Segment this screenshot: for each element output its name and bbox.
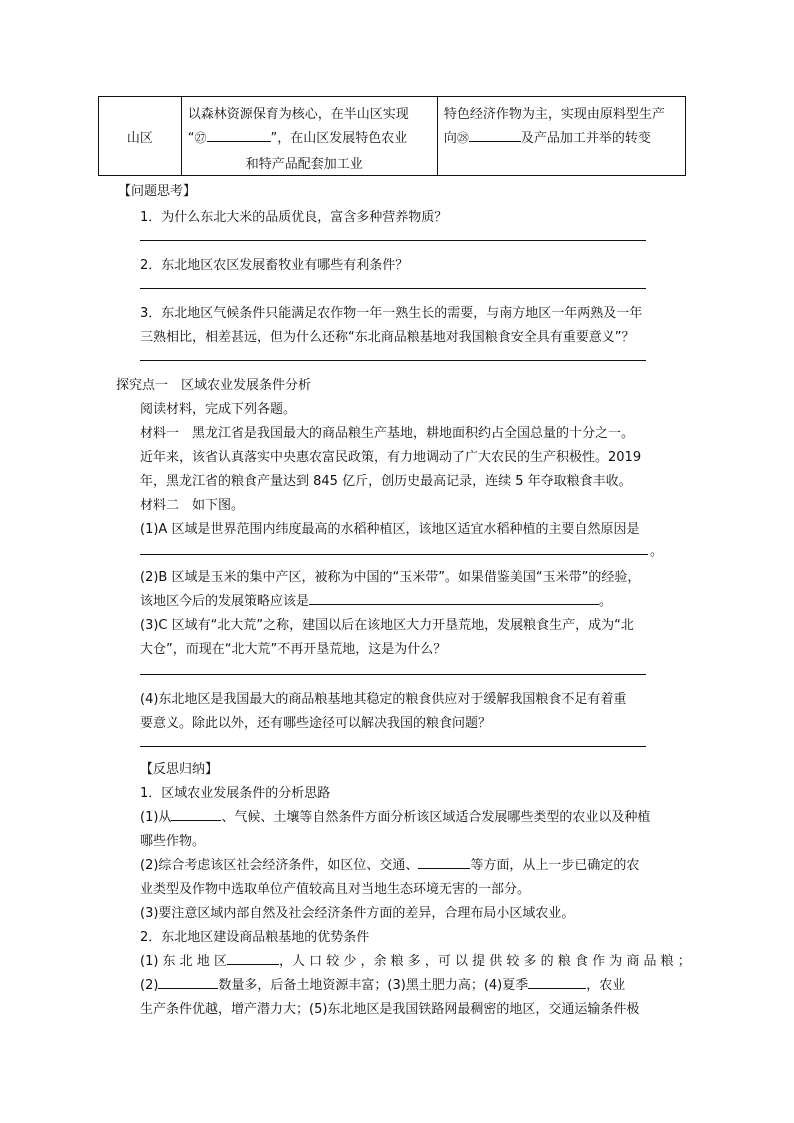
blank-1b[interactable] xyxy=(418,856,470,869)
region-table xyxy=(98,96,686,176)
mid-cell xyxy=(181,97,437,176)
material-1-line3: 年，黑龙江省的粮食产量达到 845 亿斤，创历史最高记录，连续 5 年夺取粮食丰收。 xyxy=(140,474,632,489)
reflect-2-line1 xyxy=(140,950,691,969)
mid-line2-suffix: ”，在山区发展特色农业 xyxy=(270,131,408,146)
reflect-1a-line2: 哪些作物。 xyxy=(140,834,206,849)
material-2: 材料二 如下图。 xyxy=(140,498,245,513)
blank-2-2[interactable] xyxy=(158,976,218,989)
part-3-line1: (3)C 区域有“北大荒”之称，建国以后在该地区大力开垦荒地，发展粮食生产，成为“北 xyxy=(140,618,634,633)
part-4-line2: 要意义。除此以外，还有哪些途径可以解决我国的粮食问题？ xyxy=(140,716,492,731)
blank-2-1[interactable] xyxy=(227,952,279,965)
answer-line-part3[interactable] xyxy=(140,674,646,675)
part-2-line1: (2)B 区域是玉米的集中产区，被称为中国的“玉米带”。如果借鉴美国“玉米带”的经验， xyxy=(140,570,641,585)
row-label-cell xyxy=(99,97,182,176)
right-line1: 特色经济作物为主，实现由原料型生产 xyxy=(443,107,665,122)
reflect-section-1: 1．区域农业发展条件的分析思路 xyxy=(140,786,331,801)
part-1-line1: (1)A 区域是世界范围内纬度最高的水稻种植区，该地区适宜水稻种植的主要自然原因是 xyxy=(140,522,640,537)
right-prefix: 向 xyxy=(443,131,457,146)
reflect-1a-pre: (1)从 xyxy=(140,810,172,825)
answer-line-part1[interactable] xyxy=(140,554,648,555)
blank-28[interactable] xyxy=(469,129,521,142)
reflect-2-2-pre: (2) xyxy=(140,978,159,993)
blank-27[interactable] xyxy=(207,129,271,142)
part-3-line2: 大仓”，而现在“北大荒”不再开垦荒地，这是为什么？ xyxy=(140,642,447,657)
explore-intro: 阅读材料，完成下列各题。 xyxy=(140,402,297,417)
reflect-1b-pre: (2)综合考虑该区社会经济条件，如区位、交通、 xyxy=(140,858,419,873)
mid-line1: 以森林资源保育为核心，在半山区实现 xyxy=(187,107,409,122)
reflect-2-2-mid: 数量多，后备土地资源丰富；(3)黑土肥力高；(4)夏季 xyxy=(218,978,529,993)
question-2: 2．东北地区农区发展畜牧业有哪些有利条件？ xyxy=(140,258,409,273)
reflect-2-2-post: ，农业 xyxy=(586,978,626,993)
blank-part2[interactable] xyxy=(309,592,599,605)
reflect-2-1-post: ，人 口 较 少 ，余 粮 多 ，可 以 提 供 较 多 的 粮 食 作 为 商 品 粮 ； xyxy=(278,954,691,969)
question-3-line1: 3．东北地区气候条件只能满足农作物一年一熟生长的需要，与南方地区一年两熟及一年 xyxy=(140,306,643,321)
reflect-1a-post: 、气候、土壤等自然条件方面分析该区域适合发展哪些类型的农业以及种植 xyxy=(221,810,651,825)
answer-line-part4[interactable] xyxy=(140,746,646,747)
reflect-header: 【反思归纳】 xyxy=(140,762,219,777)
material-1-line2: 近年来，该省认真落实中央惠农富民政策，有力地调动了广大农民的生产积极性。2019 xyxy=(140,450,642,465)
row-label: 山区 xyxy=(126,130,153,146)
reflect-1b-line1 xyxy=(140,854,639,873)
right-cell xyxy=(437,97,685,176)
part-2-end: 。 xyxy=(599,594,613,609)
reflect-1c: (3)要注意区域内部自然及社会经济条件方面的差异，合理布局小区域农业。 xyxy=(140,906,575,921)
reflect-1b-line2: 业类型及作物中选取单位产值较高且对当地生态环境无害的一部分。 xyxy=(140,882,531,897)
material-1-line1: 材料一 黑龙江省是我国最大的商品粮生产基地，耕地面积约占全国总量的十分之一。 xyxy=(140,426,635,441)
blank-number-27: ㉗ xyxy=(194,131,207,145)
reflect-section-2: 2．东北地区建设商品粮基地的优势条件 xyxy=(140,930,370,945)
explore-title: 探究点一 区域农业发展条件分析 xyxy=(116,378,312,393)
question-1: 1．为什么东北大米的品质优良，富含多种营养物质？ xyxy=(140,210,448,225)
answer-line-q2[interactable] xyxy=(140,288,646,289)
reflect-2-line3: 生产条件优越，增产潜力大；(5)东北地区是我国铁路网最稠密的地区，交通运输条件极 xyxy=(140,1002,640,1017)
reflect-2-1-pre: (1) 东 北 地 区 xyxy=(140,954,227,969)
part-2-prompt: 该地区今后的发展策略应该是 xyxy=(140,594,310,609)
reflect-1a-line1 xyxy=(140,806,650,825)
part-1-end: 。 xyxy=(650,544,664,559)
answer-line-q1[interactable] xyxy=(140,240,646,241)
quote-open: “ xyxy=(187,131,195,146)
blank-number-28: ㉘ xyxy=(456,131,469,145)
reflect-2-line2 xyxy=(140,974,625,993)
part-2-line2 xyxy=(140,590,612,609)
answer-line-q3[interactable] xyxy=(140,360,646,361)
part-4-line1: (4)东北地区是我国最大的商品粮基地其稳定的粮食供应对于缓解我国粮食不足有着重 xyxy=(140,692,627,707)
mid-line3: 和特产品配套加工业 xyxy=(245,157,363,172)
questions-header: 【问题思考】 xyxy=(118,184,197,199)
right-line2 xyxy=(444,127,651,146)
blank-2-4[interactable] xyxy=(528,976,586,989)
reflect-1b-post: 等方面，从上一步已确定的农 xyxy=(470,858,640,873)
mid-line2 xyxy=(188,127,408,146)
blank-1a[interactable] xyxy=(171,808,221,821)
right-suffix: 及产品加工并举的转变 xyxy=(520,131,651,146)
question-3-line2: 三熟相比，相差甚远，但为什么还称“东北商品粮基地对我国粮食安全具有重要意义”？ xyxy=(140,330,635,345)
